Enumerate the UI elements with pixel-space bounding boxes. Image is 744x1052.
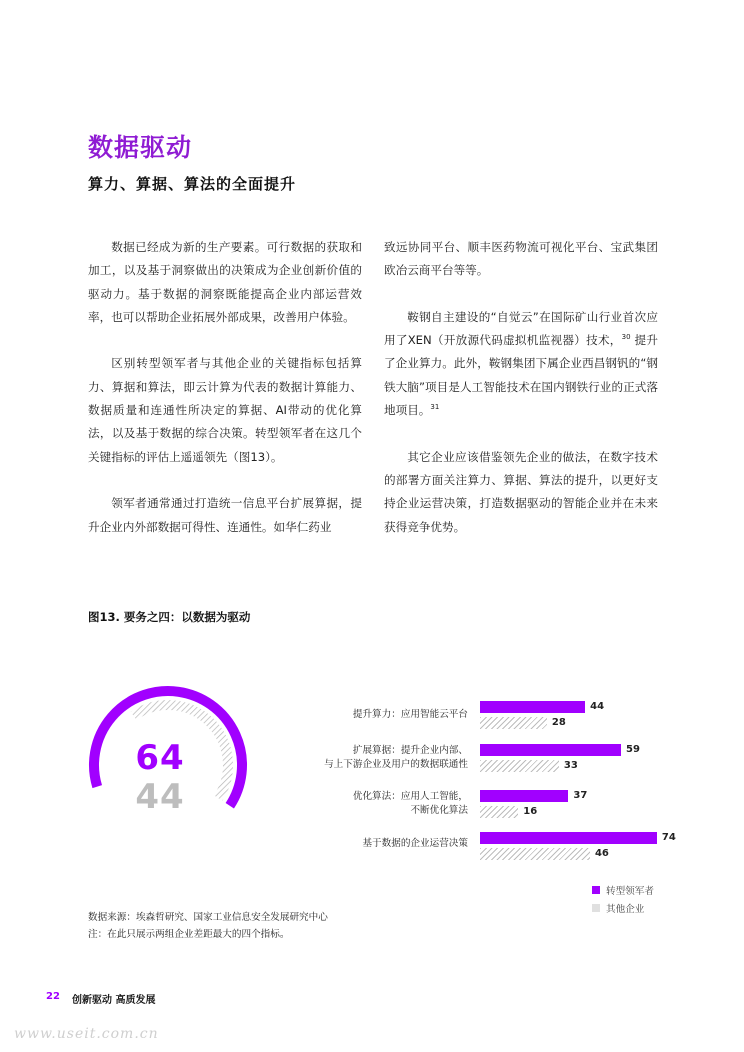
donut-value-leaders: 64 <box>135 738 185 778</box>
paragraph: 区别转型领军者与其他企业的关键指标包括算力、算据和算法，即云计算为代表的数据计算能力、数据质量和连通性所决定的算据、AI带动的优化算法，以及基于数据的综合决策。转型领军者在这几个关键指标的评估上遥遥领先（图13）。 <box>88 356 362 464</box>
category-line: 不断优化算法 <box>410 805 468 816</box>
bar-value-label: 16 <box>523 806 538 817</box>
bar-value-label: 28 <box>551 717 566 728</box>
page-subtitle: 算力、算据、算法的全面提升 <box>88 175 297 193</box>
footer-title: 创新驱动 高质发展 <box>72 995 156 1006</box>
bar-category-label <box>258 837 468 851</box>
left-column <box>88 236 362 539</box>
bar-category-label <box>258 790 468 818</box>
watermark: www.useit.com.cn <box>14 1026 159 1042</box>
legend-swatch-leaders <box>592 886 600 894</box>
legend-swatch-other <box>592 904 600 912</box>
figure-title: 图13. 要务之四：以数据为驱动 <box>88 610 251 624</box>
category-line: 与上下游企业及用户的数据联通性 <box>324 759 468 770</box>
paragraph: 数据已经成为新的生产要素。可行数据的获取和加工，以及基于洞察做出的决策成为企业创新价值的驱动力。基于数据的洞察既能提高企业内部运营效率，也可以帮助企业拓展外部成果，改善用户体验。 <box>88 240 362 324</box>
reference-30: 30 <box>621 333 631 342</box>
bar-leaders-decision <box>480 832 657 844</box>
category-line: 提升算力：应用智能云平台 <box>352 709 468 720</box>
bar-category-label <box>258 744 468 772</box>
page-title: 数据驱动 <box>88 133 193 162</box>
figure-source: 数据来源：埃森哲研究、国家工业信息安全发展研究中心 <box>88 912 328 923</box>
paragraph: 其它企业应该借鉴领先企业的做法，在数字技术的部署方面关注算力、算据、算法的提升，以更好支持企业运营决策，打造数据驱动的智能企业并在未来获得竞争优势。 <box>384 449 658 534</box>
figure-note: 注：在此只展示两组企业差距最大的四个指标。 <box>88 929 290 940</box>
category-line: 优化算法：应用人工智能， <box>352 791 468 802</box>
paragraph: 领军者通常通过打造统一信息平台扩展算据，提升企业内外部数据可得性、连通性。如华仁药业 <box>88 496 362 534</box>
paragraph: 致远协同平台、顺丰医药物流可视化平台、宝武集团欧冶云商平台等等。 <box>384 240 658 278</box>
bar-leaders-algorithm <box>480 790 568 802</box>
paragraph-text: 提升了企业算力。此外，鞍钢集团下属企业西昌钢钒的“钢铁大脑”项目是人工智能技术在国内钢铁行业的正式落地项目。 <box>384 333 658 418</box>
legend-label-other: 其他企业 <box>606 904 645 915</box>
legend-label-leaders: 转型领军者 <box>606 886 654 897</box>
category-line: 扩展算据：提升企业内部、 <box>352 745 468 756</box>
paragraph <box>384 306 658 422</box>
bar-category-label <box>258 708 468 722</box>
bar-value-label: 46 <box>594 848 609 859</box>
reference-31: 31 <box>430 403 440 412</box>
bar-value-label: 37 <box>573 790 588 801</box>
bar-leaders-compute <box>480 701 585 713</box>
category-line: 基于数据的企业运营决策 <box>362 838 468 849</box>
bar-value-label: 59 <box>626 744 640 755</box>
bar-other-data <box>480 760 559 772</box>
bar-other-algorithm <box>480 806 518 818</box>
bar-other-decision <box>480 848 590 860</box>
bar-other-compute <box>480 717 547 729</box>
paragraph-text: 鞍钢自主建设的“自觉云”在国际矿山行业首次应用了XEN（开放源代码虚拟机监视器）技术， <box>384 309 658 348</box>
donut-value-other: 44 <box>135 777 185 817</box>
right-column <box>384 236 658 539</box>
bar-value-label: 44 <box>590 701 605 712</box>
bar-value-label: 33 <box>563 760 578 771</box>
bar-value-label: 74 <box>661 832 676 843</box>
bar-leaders-data <box>480 744 621 756</box>
page-number: 22 <box>46 991 60 1002</box>
